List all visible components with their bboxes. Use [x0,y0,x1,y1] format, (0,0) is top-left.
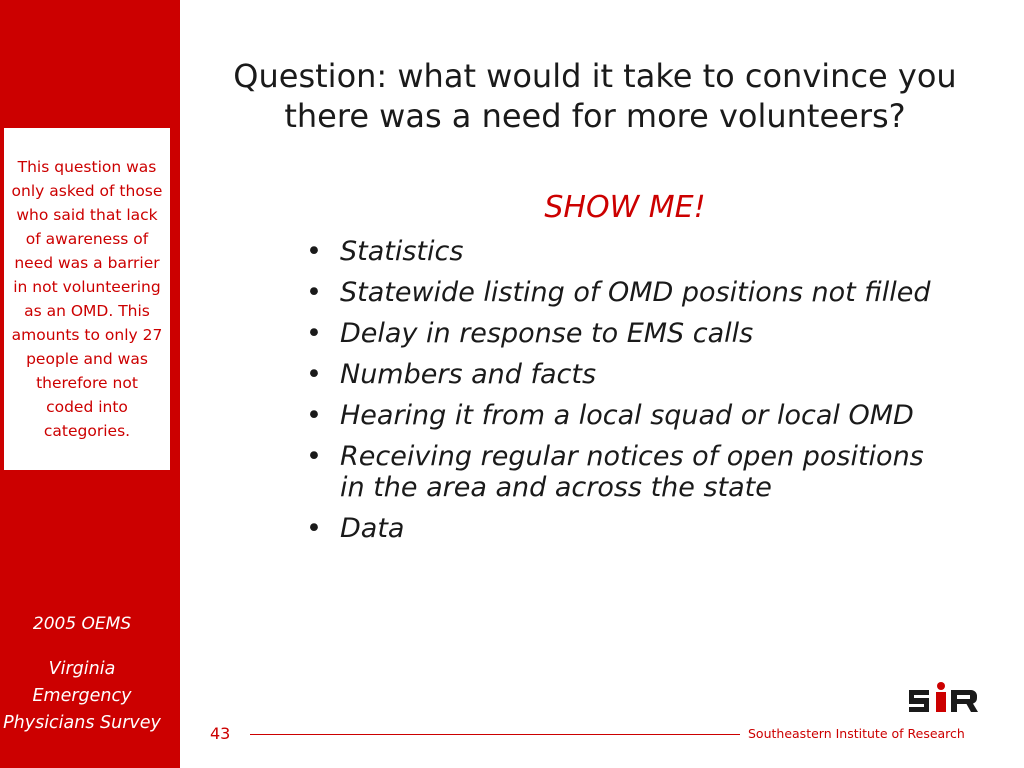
bullet-icon: • [306,318,322,349]
bullet-text: Delay in response to EMS calls [340,318,754,349]
bullet-icon: • [306,359,322,390]
bullet-icon: • [306,513,322,544]
bullet-text: Data [340,513,405,544]
bullet-item [300,318,940,349]
bullet-item [300,277,940,308]
bullet-item [300,236,940,267]
bullet-icon: • [306,236,322,267]
bullet-icon: • [306,277,322,308]
bullet-text: Receiving regular notices of open positions in the area and across the state [340,441,924,503]
footer-divider [250,734,740,735]
sidebar [0,0,180,768]
bullet-text: Statistics [340,236,464,267]
bullet-icon: • [306,441,322,472]
bullet-item [300,400,940,431]
note-text: This question was only asked of those who said that lack of awareness of need was a barrier in not volunteering as an OMD. This amounts to only 27 people and was therefore not coded into categories. [11,158,163,440]
bullet-item [300,513,940,544]
page-number: 43 [210,724,231,743]
sir-logo-icon [905,680,981,716]
note-box [4,128,170,470]
bullet-item [300,441,940,503]
emphasis-heading: SHOW ME! [544,190,706,225]
bullet-text: Statewide listing of OMD positions not filled [340,277,931,308]
organization-name: Southeastern Institute of Research [748,726,965,741]
bullet-text: Hearing it from a local squad or local OMD [340,400,914,431]
survey-year-label: 2005 OEMS [32,614,132,634]
bullet-text: Numbers and facts [340,359,597,390]
slide-title: Question: what would it take to convince you there was a need for more volunteers? [233,57,957,135]
bullet-icon: • [306,400,322,431]
bullet-list [300,236,940,554]
bullet-item [300,359,940,390]
survey-name-label: Virginia Emergency Physicians Survey [3,659,161,733]
